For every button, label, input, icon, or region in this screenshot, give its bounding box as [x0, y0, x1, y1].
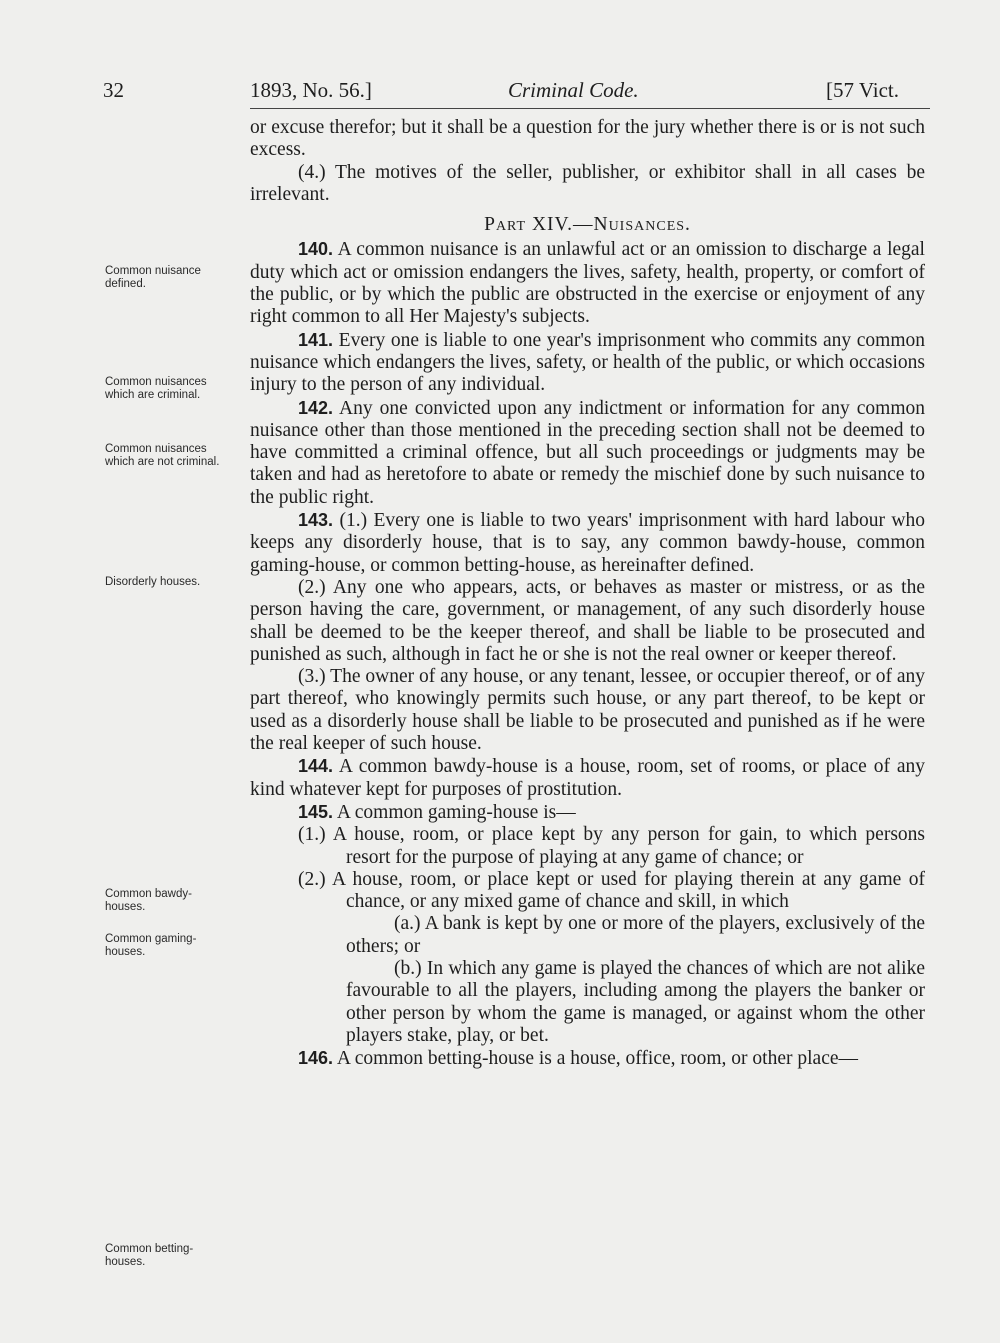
- margin-note: Common betting-houses.: [105, 1243, 194, 1268]
- margin-note: Common nuisance defined.: [105, 265, 201, 290]
- margin-note: Common nuisances which are criminal.: [105, 376, 207, 401]
- section-number: 144.: [298, 756, 334, 777]
- page-number: 32: [103, 78, 124, 102]
- section-number: 143.: [298, 510, 334, 531]
- running-header: [0, 78, 1000, 108]
- header-rule: [250, 108, 930, 109]
- section-145: 145. A common gaming-house is—: [298, 801, 576, 823]
- section-141: 141. Every one is liable to one year's imprisonment who commits any common nuisance which endangers the lives, safety, or health of the public, or which occasions injury to the person of any individual.: [250, 329, 925, 396]
- section-143: 143. (1.) Every one is liable to two years' imprisonment with hard labour who keeps any disorderly house, that is to say, any common bawdy-house, common gaming-house, or common betting-house, as hereinafter defined.: [250, 510, 926, 576]
- paragraph: or excuse therefor; but it shall be a question for the jury whether there is or is not such excess.: [250, 117, 925, 161]
- margin-note: Common gaming-houses.: [105, 933, 197, 958]
- section-144: 144. A common bawdy-house is a house, room, set of rooms, or place of any kind whatever kept for purposes of prostitution.: [250, 756, 925, 800]
- paragraph: (1.) A house, room, or place kept by any person for gain, to which persons resort for the purpose of playing at any game of chance; or: [298, 824, 925, 868]
- section-146: 146. A common betting-house is a house, office, room, or other place—: [298, 1048, 858, 1070]
- paragraph: (2.) Any one who appears, acts, or behaves as master or mistress, or as the person having the care, government, or management, of any such disorderly house shall be deemed to be the keeper thereof, and shall be liable to be prosecuted and punished as such, although in fact he or she is not the real owner or keeper thereof.: [250, 576, 925, 665]
- main-text: [250, 117, 925, 1070]
- reign-reference: [57 Vict.: [826, 78, 900, 102]
- section-140: 140. A common nuisance is an unlawful act or an omission to discharge a legal duty which act or omission endangers the lives, safety, health, property, or comfort of the public, or by which the public are obstructed in the exercise or enjoyment of any right common to all Her Majesty's subjects.: [250, 239, 925, 328]
- margin-note: Disorderly houses.: [105, 576, 201, 588]
- paragraph: (2.) A house, room, or place kept or used for playing therein at any game of chance, or any mixed game of chance and skill, in which: [298, 868, 925, 913]
- paragraph: (3.) The owner of any house, or any tenant, lessee, or occupier thereof, or of any part thereof, who knowingly permits such house, or any part thereof, to be kept or used as a disorderly house shall be liable to be prosecuted and punished as if he were the real keeper of such house.: [250, 666, 925, 755]
- paragraph: (a.) A bank is kept by one or more of the players, exclusively of the others; or: [346, 913, 925, 957]
- part-heading: Part XIV.—Nuisances.: [484, 214, 691, 236]
- section-142: 142. Any one convicted upon any indictment or information for any common nuisance other than those mentioned in the preceding section shall not be deemed to have committed a criminal offence, but all such proceedings or judgments may be taken and had as heretofore to abate or remedy the mischief done by such nuisance to the public right.: [250, 397, 925, 508]
- act-reference: 1893, No. 56.]: [250, 78, 372, 102]
- margin-note: Common nuisances which are not criminal.: [105, 443, 220, 468]
- section-number: 140.: [298, 239, 334, 260]
- header-title: Criminal Code.: [508, 78, 639, 102]
- section-number: 141.: [298, 329, 334, 350]
- section-number: 146.: [298, 1048, 334, 1069]
- margin-note: Common bawdy-houses.: [105, 888, 192, 913]
- section-number: 142.: [298, 397, 334, 418]
- paragraph: (4.) The motives of the seller, publisher, or exhibitor shall in all cases be irrelevant.: [250, 161, 925, 205]
- paragraph: (b.) In which any game is played the chances of which are not alike favourable to all the players, including among the players the banker or other person by whom the game is managed, or against whom the other players stake, play, or bet.: [346, 957, 925, 1046]
- section-number: 145.: [298, 801, 334, 822]
